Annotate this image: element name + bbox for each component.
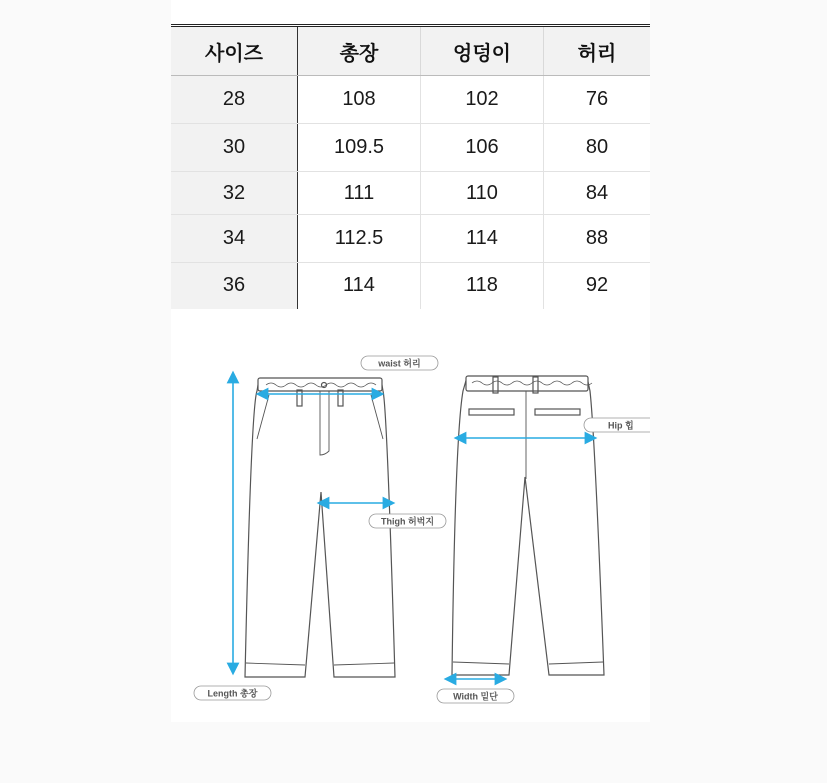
cell-hip: 114 xyxy=(421,215,544,263)
thigh-label: Thigh 허벅지 xyxy=(380,516,435,527)
cell-length: 111 xyxy=(298,172,421,215)
table-row xyxy=(171,124,650,172)
pants-measurement-diagram xyxy=(171,307,650,722)
header-length: 총장 xyxy=(298,26,421,76)
cell-size: 36 xyxy=(171,263,298,309)
table-row xyxy=(171,215,650,263)
length-label: Length 총장 xyxy=(207,688,258,699)
cell-size: 30 xyxy=(171,124,298,172)
cell-length: 108 xyxy=(298,76,421,124)
cell-waist: 76 xyxy=(544,76,651,124)
table-row xyxy=(171,263,650,309)
waist-label: waist 허리 xyxy=(378,358,421,369)
size-table xyxy=(171,24,650,309)
cell-waist: 84 xyxy=(544,172,651,215)
table-row xyxy=(171,172,650,215)
back-pants-illustration xyxy=(452,376,604,675)
cell-waist: 88 xyxy=(544,215,651,263)
width-label: Width 밑단 xyxy=(453,691,498,702)
cell-length: 109.5 xyxy=(298,124,421,172)
cell-hip: 106 xyxy=(421,124,544,172)
cell-hip: 118 xyxy=(421,263,544,309)
cell-waist: 92 xyxy=(585,274,609,297)
cell-size: 32 xyxy=(171,172,298,215)
table-header-row xyxy=(171,26,650,76)
cell-size: 28 xyxy=(171,76,298,124)
header-size: 사이즈 xyxy=(171,26,298,76)
cell-length: 112.5 xyxy=(298,215,421,263)
hip-label: Hip 힙 xyxy=(608,420,634,431)
header-hip: 엉덩이 xyxy=(421,26,544,76)
header-waist: 허리 xyxy=(544,26,651,76)
cell-size: 34 xyxy=(171,215,298,263)
table-row xyxy=(171,76,650,124)
cell-waist: 80 xyxy=(544,124,651,172)
cell-hip: 110 xyxy=(421,172,544,215)
cell-hip: 102 xyxy=(421,76,544,124)
cell-length: 114 xyxy=(298,263,421,309)
